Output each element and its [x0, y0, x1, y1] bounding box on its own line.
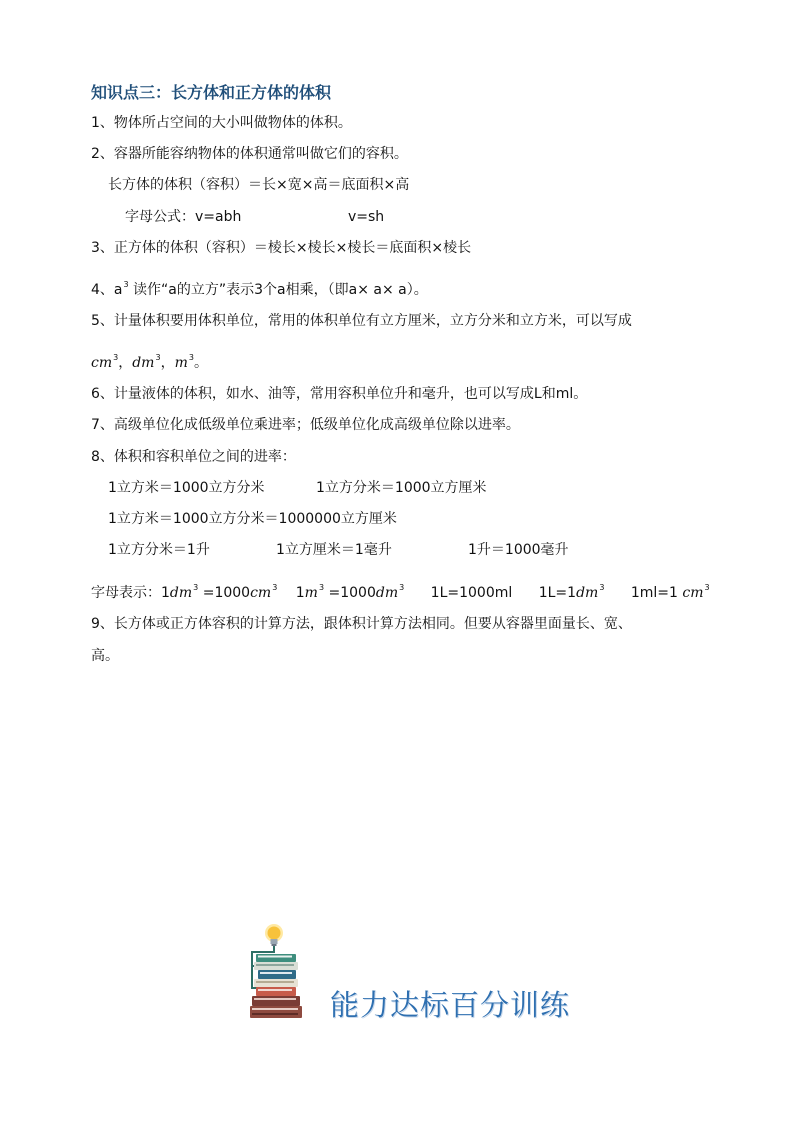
rate-dm3-cm3: 1立方分米＝1000立方厘米 — [316, 480, 487, 496]
unit-cm-exp: 3 — [113, 353, 119, 362]
point-3: 3、正方体的体积（容积）＝棱长×棱长×棱长＝底面积×棱长 — [91, 240, 472, 256]
rate-cm3-ml: 1立方厘米＝1毫升 — [276, 542, 392, 558]
cuboid-volume-formula: 长方体的体积（容积）＝长×宽×高＝底面积×高 — [108, 177, 410, 193]
letters-dm-3-exp: 3 — [599, 583, 605, 592]
letters-dm-3: dm — [576, 585, 599, 601]
letters-cm-2: cm — [682, 585, 704, 601]
point-5-units — [91, 348, 208, 373]
point-4-exponent: 3 — [123, 280, 129, 289]
unit-m: m — [174, 355, 188, 371]
rate-m3-dm3: 1立方米＝1000立方分米 — [108, 480, 265, 496]
banner-title: 能力达标百分训练 — [330, 988, 571, 1022]
letters-m: m — [304, 585, 318, 601]
letter-formula-sh: v=sh — [348, 209, 385, 225]
letters-dm-2: dm — [375, 585, 399, 601]
unit-sep-2: ， — [160, 355, 175, 371]
rate-l-ml: 1升＝1000毫升 — [468, 542, 569, 558]
point-4 — [91, 275, 428, 300]
unit-sep-1: ， — [118, 355, 133, 371]
letter-formula-abh: 字母公式：v=abh — [125, 209, 242, 225]
letters-m-exp: 3 — [318, 583, 325, 592]
letters-label: 字母表示：1 — [91, 585, 170, 601]
unit-dm: dm — [132, 355, 155, 371]
rate-m3-cm3: 1立方米＝1000立方分米＝1000000立方厘米 — [108, 511, 397, 527]
letters-liter: 1L=1000ml — [430, 585, 513, 601]
point-1: 1、物体所占空间的大小叫做物体的体积。 — [91, 115, 352, 131]
point-2: 2、容器所能容纳物体的体积通常叫做它们的容积。 — [91, 146, 408, 162]
letters-dm-2-exp: 3 — [399, 583, 405, 592]
point-4-text: 读作“a的立方”表示3个a相乘，（即a× a× a）。 — [128, 282, 428, 298]
point-9-cont: 高。 — [91, 648, 119, 664]
point-7: 7、高级单位化成低级单位乘进率；低级单位化成高级单位除以进率。 — [91, 417, 520, 433]
letters-ldm: 1L=1 — [538, 585, 577, 601]
unit-end: 。 — [193, 355, 208, 371]
point-5: 5、计量体积要用体积单位，常用的体积单位有立方厘米，立方分米和立方米，可以写成 — [91, 313, 632, 329]
letters-one: 1 — [295, 585, 305, 601]
letters-dm: dm — [169, 585, 193, 601]
unit-cm: cm — [91, 355, 113, 371]
books-bulb-icon — [244, 922, 310, 1022]
point-9: 9、长方体或正方体容积的计算方法，跟体积计算方法相同。但要从容器里面量长、宽、 — [91, 616, 632, 632]
unit-dm-exp: 3 — [155, 353, 161, 362]
letter-notation — [91, 578, 710, 603]
letters-cm-exp: 3 — [272, 583, 278, 592]
letters-eq1: =1000 — [198, 585, 251, 601]
point-8: 8、体积和容积单位之间的进率： — [91, 449, 296, 465]
letters-dm-exp: 3 — [193, 583, 199, 592]
point-4-prefix: 4、a — [91, 282, 123, 298]
letters-cm: cm — [250, 585, 272, 601]
rate-dm3-l: 1立方分米＝1升 — [108, 542, 210, 558]
letters-cm-2-exp: 3 — [704, 583, 710, 592]
point-6: 6、计量液体的体积，如水、油等，常用容积单位升和毫升，也可以写成L和ml。 — [91, 386, 588, 402]
unit-m-exp: 3 — [188, 353, 194, 362]
letters-eq2: =1000 — [324, 585, 376, 601]
letters-mlcm: 1ml=1 — [630, 585, 683, 601]
section-title: 知识点三：长方体和正方体的体积 — [91, 83, 332, 102]
